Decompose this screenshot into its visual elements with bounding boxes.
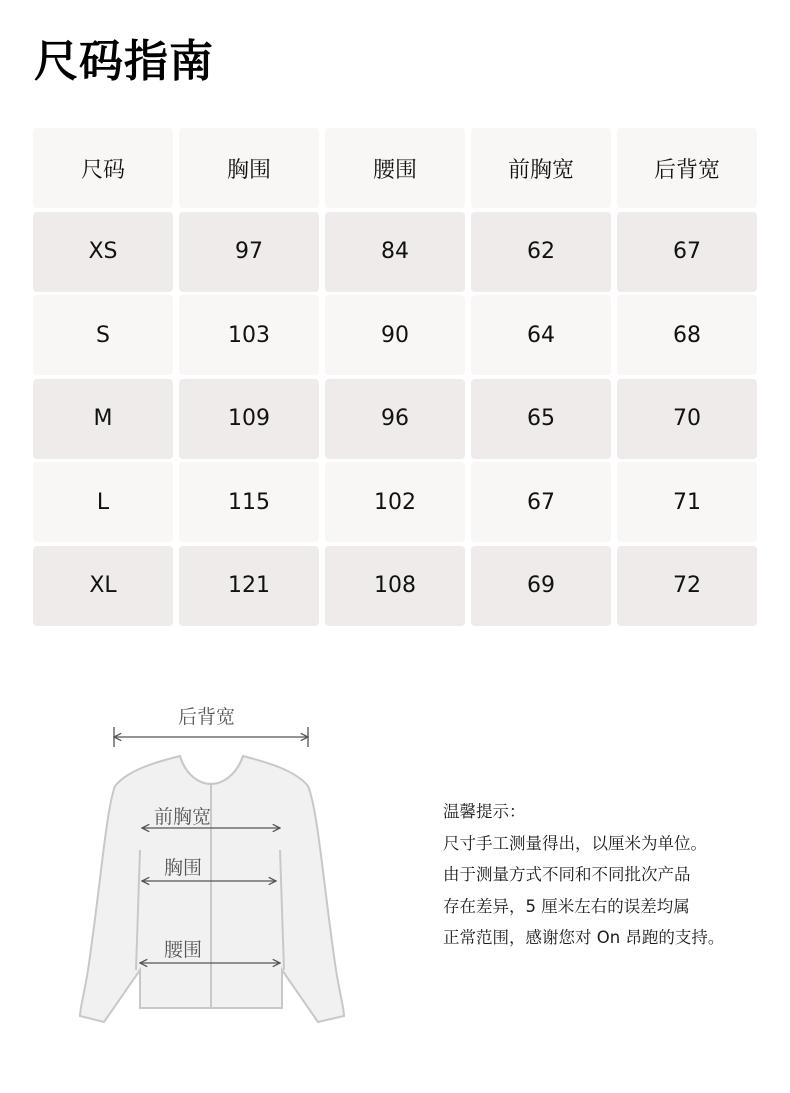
cell-front-chest-width: 65 bbox=[471, 379, 611, 459]
cell-front-chest-width: 62 bbox=[471, 212, 611, 292]
cell-waist: 90 bbox=[325, 295, 465, 375]
tips-line: 由于测量方式不同和不同批次产品 bbox=[443, 865, 691, 884]
cell-waist: 84 bbox=[325, 212, 465, 292]
cell-size: M bbox=[33, 379, 173, 459]
front-chest-width-label: 前胸宽 bbox=[154, 806, 212, 828]
cell-front-chest-width: 67 bbox=[471, 462, 611, 542]
header-front-chest-width: 前胸宽 bbox=[471, 128, 611, 208]
waist-label: 腰围 bbox=[164, 939, 203, 961]
cell-back-width: 68 bbox=[617, 295, 757, 375]
cell-chest: 121 bbox=[179, 546, 319, 626]
back-width-label: 后背宽 bbox=[178, 706, 236, 728]
cell-back-width: 71 bbox=[617, 462, 757, 542]
cell-back-width: 70 bbox=[617, 379, 757, 459]
cell-back-width: 72 bbox=[617, 546, 757, 626]
cell-size: XS bbox=[33, 212, 173, 292]
measurement-diagram bbox=[0, 690, 400, 1050]
tips-line: 尺寸手工测量得出，以厘米为单位。 bbox=[443, 833, 707, 853]
tips-section bbox=[443, 796, 783, 954]
chest-label: 胸围 bbox=[164, 857, 203, 879]
cell-size: S bbox=[33, 295, 173, 375]
cell-chest: 103 bbox=[179, 295, 319, 375]
header-back-width: 后背宽 bbox=[617, 128, 757, 208]
cell-chest: 115 bbox=[179, 462, 319, 542]
cell-chest: 97 bbox=[179, 212, 319, 292]
page-title: 尺码指南 bbox=[34, 36, 214, 87]
size-chart-table bbox=[33, 128, 757, 626]
cell-chest: 109 bbox=[179, 379, 319, 459]
cell-back-width: 67 bbox=[617, 212, 757, 292]
tips-line: 存在差异，5 厘米左右的误差均属 bbox=[443, 896, 690, 916]
tips-heading: 温馨提示： bbox=[443, 802, 526, 821]
cell-size: L bbox=[33, 462, 173, 542]
cell-front-chest-width: 69 bbox=[471, 546, 611, 626]
header-waist: 腰围 bbox=[325, 128, 465, 208]
cell-waist: 108 bbox=[325, 546, 465, 626]
header-size: 尺码 bbox=[33, 128, 173, 208]
cell-size: XL bbox=[33, 546, 173, 626]
cell-waist: 102 bbox=[325, 462, 465, 542]
header-chest: 胸围 bbox=[179, 128, 319, 208]
cell-front-chest-width: 64 bbox=[471, 295, 611, 375]
cell-waist: 96 bbox=[325, 379, 465, 459]
tips-line: 正常范围，感谢您对 On 昂跑的支持。 bbox=[443, 928, 725, 947]
